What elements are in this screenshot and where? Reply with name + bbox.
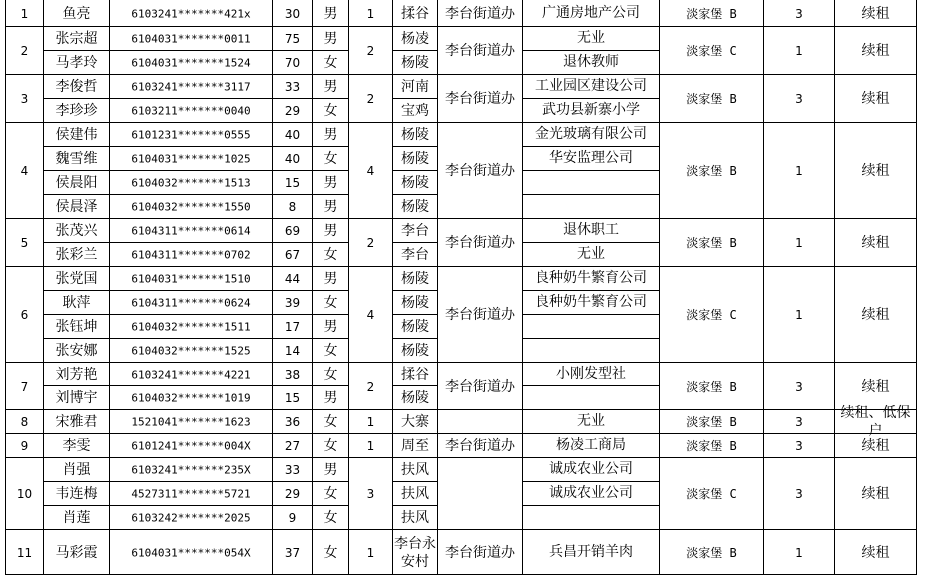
member-name: 李珍珍 <box>55 103 98 119</box>
member-origin: 杨陵 <box>401 199 429 215</box>
lease-status: 续租 <box>861 544 890 561</box>
table-grid-line <box>272 0 273 575</box>
table-grid-line <box>437 0 438 575</box>
household-number: 7 <box>20 379 29 394</box>
house-type: 3 <box>795 379 803 394</box>
member-name: 侯建伟 <box>55 127 98 143</box>
member-age: 8 <box>288 200 297 214</box>
table-grid-line <box>272 146 313 147</box>
table-grid-line <box>272 194 313 195</box>
table-grid-line <box>5 529 917 530</box>
member-workplace: 良种奶牛繁育公司 <box>535 270 647 286</box>
member-origin: 杨陵 <box>401 55 429 71</box>
table-grid-line <box>43 290 110 291</box>
household-number: 1 <box>20 6 29 21</box>
lease-status: 续租、低保 <box>840 405 911 421</box>
table-grid-line <box>392 314 438 315</box>
table-grid-line <box>109 194 273 195</box>
table-grid-line <box>5 409 917 410</box>
table-grid-line <box>43 314 110 315</box>
table-grid-line <box>392 194 438 195</box>
household-number: 3 <box>20 92 29 106</box>
member-id-number: 6104032*******1525 <box>131 344 251 358</box>
table-grid-line <box>272 50 313 51</box>
household-number: 10 <box>16 487 33 501</box>
table-grid-line <box>312 481 349 482</box>
table-grid-line <box>392 290 438 291</box>
member-sex: 男 <box>323 5 338 22</box>
member-sex: 男 <box>323 390 338 406</box>
member-sex: 男 <box>323 223 338 239</box>
member-age: 38 <box>284 367 301 382</box>
street-office: 李台街道办 <box>445 91 515 107</box>
member-origin: 扶风 <box>401 486 429 502</box>
member-workplace: 退休教师 <box>563 54 619 70</box>
member-name: 张党国 <box>55 271 98 287</box>
member-id-number: 6104031*******1510 <box>131 272 251 286</box>
member-name: 张茂兴 <box>55 223 98 239</box>
member-age: 39 <box>284 296 301 310</box>
member-age: 9 <box>288 511 297 525</box>
member-origin: 杨陵 <box>401 127 429 143</box>
member-sex: 男 <box>323 462 338 478</box>
member-sex: 男 <box>323 79 338 95</box>
member-name: 刘芳艳 <box>55 366 98 383</box>
table-grid-line <box>5 574 917 575</box>
table-grid-line <box>392 146 438 147</box>
house-type: 3 <box>795 487 803 501</box>
member-name: 肖强 <box>62 462 91 478</box>
street-office: 李台街道办 <box>445 438 515 454</box>
table-grid-line <box>272 385 313 386</box>
member-id-number: 6103241*******235X <box>131 463 251 477</box>
member-age: 67 <box>284 248 301 262</box>
table-grid-line <box>522 481 660 482</box>
street-office: 李台街道办 <box>445 307 515 323</box>
table-grid-line <box>522 146 660 147</box>
member-name: 马彩霞 <box>55 544 98 561</box>
table-grid-line <box>522 50 660 51</box>
member-age: 27 <box>284 439 301 453</box>
community-block: 淡家堡 B <box>686 379 737 394</box>
table-grid-line <box>272 314 313 315</box>
table-grid-line <box>522 0 523 575</box>
member-id-number: 6101241*******004X <box>131 439 251 453</box>
table-grid-line <box>522 194 660 195</box>
community-block: 淡家堡 B <box>686 92 737 106</box>
table-grid-line <box>522 505 660 506</box>
table-grid-line <box>392 98 438 99</box>
member-origin: 周至 <box>401 438 429 454</box>
lease-status: 续租 <box>861 235 890 251</box>
table-grid-line <box>312 170 349 171</box>
member-origin: 大寨 <box>401 414 429 430</box>
member-sex: 女 <box>323 247 338 263</box>
member-age: 29 <box>284 487 301 501</box>
member-age: 44 <box>284 272 301 286</box>
table-grid-line <box>392 338 438 339</box>
street-office: 李台街道办 <box>445 378 515 395</box>
table-grid-line <box>109 50 273 51</box>
member-id-number: 6103242*******2025 <box>131 511 251 525</box>
table-grid-line <box>916 0 917 575</box>
member-age: 15 <box>284 176 301 190</box>
member-workplace: 无业 <box>577 246 605 262</box>
household-size: 1 <box>366 6 375 21</box>
table-grid-line <box>312 0 313 575</box>
community-block: 淡家堡 B <box>686 236 737 250</box>
member-age: 36 <box>284 415 301 429</box>
household-number: 6 <box>20 308 29 322</box>
member-name: 李俊哲 <box>55 79 98 95</box>
household-size: 2 <box>366 236 375 250</box>
table-grid-line <box>522 338 660 339</box>
table-grid-line <box>5 218 917 219</box>
member-name: 魏雪维 <box>55 151 98 167</box>
member-sex: 女 <box>323 55 338 71</box>
table-grid-line <box>5 26 917 27</box>
table-grid-line <box>5 457 917 458</box>
house-type: 1 <box>795 308 803 322</box>
house-type: 3 <box>795 92 803 106</box>
member-sex: 男 <box>323 127 338 143</box>
community-block: 淡家堡 B <box>686 415 737 429</box>
table-grid-line <box>109 505 273 506</box>
member-sex: 女 <box>323 343 338 359</box>
member-workplace: 无业 <box>577 413 605 429</box>
table-grid-line <box>5 0 6 575</box>
household-size: 3 <box>366 487 375 501</box>
member-id-number: 6103241*******4221 <box>131 368 251 381</box>
member-sex: 女 <box>323 438 338 454</box>
street-office: 李台街道办 <box>445 163 515 179</box>
table-grid-line <box>109 0 110 575</box>
table-grid-line <box>43 505 110 506</box>
table-grid-line <box>109 290 273 291</box>
household-number: 11 <box>16 545 33 560</box>
member-id-number: 6103241*******3117 <box>131 80 251 94</box>
household-size: 2 <box>366 92 375 106</box>
table-grid-line <box>763 0 764 575</box>
member-age: 33 <box>284 80 301 94</box>
table-grid-line <box>43 0 44 575</box>
member-origin: 揉谷 <box>401 5 429 22</box>
household-number: 2 <box>20 44 29 58</box>
member-age: 70 <box>284 56 301 70</box>
lease-status: 续租 <box>861 378 890 395</box>
household-size: 2 <box>366 44 375 58</box>
member-name: 李雯 <box>62 438 91 454</box>
member-id-number: 1521041*******1623 <box>131 415 251 429</box>
member-age: 37 <box>284 545 301 560</box>
member-age: 17 <box>284 320 301 334</box>
table-grid-line <box>348 0 349 575</box>
member-id-number: 6104311*******0614 <box>131 224 251 238</box>
table-grid-line <box>312 290 349 291</box>
member-age: 40 <box>284 152 301 166</box>
member-sex: 女 <box>323 366 338 383</box>
member-id-number: 4527311*******5721 <box>131 487 251 501</box>
member-id-number: 6104311*******0702 <box>131 248 251 262</box>
table-grid-line <box>109 338 273 339</box>
member-id-number: 6104032*******1019 <box>131 391 251 405</box>
member-workplace: 杨凌工商局 <box>556 437 626 453</box>
member-name: 宋雅君 <box>55 414 98 430</box>
table-grid-line <box>522 290 660 291</box>
table-grid-line <box>5 122 917 123</box>
table-grid-line <box>272 481 313 482</box>
member-name: 马孝玲 <box>55 55 98 71</box>
table-grid-line <box>392 170 438 171</box>
member-workplace: 工业园区建设公司 <box>535 78 647 94</box>
table-grid-line <box>312 50 349 51</box>
member-sex: 男 <box>323 175 338 191</box>
member-origin: 杨陵 <box>401 319 429 335</box>
table-grid-line <box>43 481 110 482</box>
member-name: 鱼亮 <box>62 5 91 22</box>
street-office: 李台街道办 <box>445 235 515 251</box>
member-name: 张宗超 <box>55 31 98 47</box>
house-type: 1 <box>795 44 803 58</box>
community-block: 淡家堡 B <box>686 545 737 560</box>
community-block: 淡家堡 B <box>686 6 737 21</box>
table-grid-line <box>522 98 660 99</box>
member-sex: 女 <box>323 103 338 119</box>
member-sex: 女 <box>323 414 338 430</box>
table-grid-line <box>43 50 110 51</box>
member-origin: 安村 <box>401 553 429 570</box>
member-age: 33 <box>284 463 301 477</box>
household-size: 1 <box>366 545 375 560</box>
table-grid-line <box>272 98 313 99</box>
member-name: 肖莲 <box>62 510 91 526</box>
member-sex: 男 <box>323 271 338 287</box>
member-sex: 女 <box>323 295 338 311</box>
table-grid-line <box>5 433 917 434</box>
street-office: 李台街道办 <box>445 43 515 59</box>
table-grid-line <box>522 170 660 171</box>
table-grid-line <box>109 481 273 482</box>
member-id-number: 6104032*******1550 <box>131 200 251 214</box>
member-origin: 宝鸡 <box>401 103 429 119</box>
community-block: 淡家堡 C <box>686 44 737 58</box>
table-grid-line <box>109 242 273 243</box>
member-sex: 男 <box>323 31 338 47</box>
table-grid-line <box>272 170 313 171</box>
member-workplace: 退休职工 <box>563 222 619 238</box>
household-size: 4 <box>366 308 375 322</box>
member-workplace: 兵昌开销羊肉 <box>549 543 633 560</box>
member-id-number: 6103211*******0040 <box>131 104 251 118</box>
member-age: 29 <box>284 104 301 118</box>
member-workplace: 武功县新寨小学 <box>542 102 640 118</box>
member-sex: 女 <box>323 544 338 561</box>
table-grid-line <box>43 194 110 195</box>
table-grid-line <box>109 98 273 99</box>
member-name: 张彩兰 <box>55 247 98 263</box>
table-grid-line <box>522 242 660 243</box>
lease-status: 续租 <box>861 91 890 107</box>
table-grid-line <box>312 194 349 195</box>
member-origin: 杨陵 <box>401 390 429 406</box>
member-name: 张钰坤 <box>55 319 98 335</box>
member-origin: 杨陵 <box>401 295 429 311</box>
table-grid-line <box>392 50 438 51</box>
table-grid-line <box>312 242 349 243</box>
table-grid-line <box>5 266 917 267</box>
member-age: 40 <box>284 128 301 142</box>
lease-status: 户 <box>868 423 883 439</box>
household-number: 8 <box>20 415 29 429</box>
member-workplace: 金光玻璃有限公司 <box>535 126 647 142</box>
table-grid-line <box>392 481 438 482</box>
table-grid-line <box>109 314 273 315</box>
household-size: 1 <box>366 415 375 429</box>
house-type: 3 <box>795 439 803 453</box>
member-name: 张安娜 <box>55 343 98 359</box>
member-sex: 男 <box>323 319 338 335</box>
member-id-number: 6104031*******0011 <box>131 32 251 46</box>
member-workplace: 良种奶牛繁育公司 <box>535 294 647 310</box>
member-origin: 杨陵 <box>401 343 429 359</box>
member-id-number: 6104031*******054X <box>131 546 251 559</box>
lease-status: 续租 <box>861 438 890 454</box>
table-grid-line <box>312 314 349 315</box>
street-office: 李台街道办 <box>445 544 515 561</box>
member-sex: 女 <box>323 486 338 502</box>
table-grid-line <box>834 0 835 575</box>
member-age: 75 <box>284 32 301 46</box>
member-origin: 扶风 <box>401 510 429 526</box>
table-grid-line <box>43 98 110 99</box>
household-number: 9 <box>20 439 29 453</box>
table-grid-line <box>272 338 313 339</box>
member-workplace: 小刚发型社 <box>556 365 626 382</box>
table-grid-line <box>392 242 438 243</box>
member-origin: 李台 <box>401 223 429 239</box>
table-grid-line <box>43 385 110 386</box>
table-grid-line <box>312 505 349 506</box>
member-workplace: 诚成农业公司 <box>549 461 633 477</box>
table-grid-line <box>109 170 273 171</box>
lease-status: 续租 <box>861 5 890 22</box>
table-grid-line <box>5 74 917 75</box>
lease-status: 续租 <box>861 307 890 323</box>
house-type: 1 <box>795 236 803 250</box>
member-origin: 扶风 <box>401 462 429 478</box>
member-id-number: 6104311*******0624 <box>131 296 251 310</box>
table-grid-line <box>109 385 273 386</box>
table-grid-line <box>312 98 349 99</box>
member-workplace: 广通房地产公司 <box>542 4 640 21</box>
lease-status: 续租 <box>861 43 890 59</box>
member-id-number: 6104031*******1025 <box>131 152 251 166</box>
member-age: 69 <box>284 224 301 238</box>
community-block: 淡家堡 B <box>686 164 737 178</box>
member-sex: 男 <box>323 199 338 215</box>
table-grid-line <box>392 0 393 575</box>
house-type: 3 <box>795 415 803 429</box>
table-grid-line <box>392 385 438 386</box>
member-name: 耿萍 <box>62 295 91 311</box>
table-grid-line <box>272 505 313 506</box>
table-grid-line <box>312 146 349 147</box>
street-office: 李台街道办 <box>445 5 515 22</box>
house-type: 1 <box>795 164 803 178</box>
household-size: 4 <box>366 164 375 178</box>
member-origin: 杨陵 <box>401 271 429 287</box>
member-name: 侯晨泽 <box>55 199 98 215</box>
table-grid-line <box>312 338 349 339</box>
member-origin: 李台 <box>401 247 429 263</box>
member-name: 刘博宇 <box>55 390 98 406</box>
table-grid-line <box>312 385 349 386</box>
table-grid-line <box>43 338 110 339</box>
household-size: 2 <box>366 379 375 394</box>
community-block: 淡家堡 B <box>686 439 737 453</box>
lease-status: 续租 <box>861 486 890 502</box>
table-grid-line <box>43 170 110 171</box>
member-age: 30 <box>284 6 301 21</box>
member-id-number: 6104032*******1513 <box>131 176 251 190</box>
table-grid-line <box>392 505 438 506</box>
lease-status: 续租 <box>861 163 890 179</box>
member-sex: 女 <box>323 510 338 526</box>
table-grid-line <box>272 290 313 291</box>
community-block: 淡家堡 C <box>686 308 737 322</box>
member-name: 侯晨阳 <box>55 175 98 191</box>
table-grid-line <box>43 242 110 243</box>
house-type: 1 <box>795 545 803 560</box>
member-id-number: 6104031*******1524 <box>131 56 251 70</box>
member-age: 15 <box>284 391 301 405</box>
member-origin: 河南 <box>401 79 429 95</box>
table-grid-line <box>43 146 110 147</box>
member-origin: 揉谷 <box>401 366 429 383</box>
community-block: 淡家堡 C <box>686 487 737 501</box>
member-age: 14 <box>284 344 301 358</box>
member-name: 韦连梅 <box>55 486 98 502</box>
household-size: 1 <box>366 439 375 453</box>
member-workplace: 诚成农业公司 <box>549 485 633 501</box>
member-origin: 杨凌 <box>401 31 429 47</box>
member-id-number: 6104032*******1511 <box>131 320 251 334</box>
household-number: 4 <box>20 164 29 178</box>
member-id-number: 6101231*******0555 <box>131 128 251 142</box>
table-grid-line <box>659 0 660 575</box>
table-grid-line <box>272 242 313 243</box>
member-workplace: 无业 <box>577 30 605 46</box>
member-origin: 李台永 <box>394 535 436 552</box>
household-number: 5 <box>20 236 29 250</box>
member-id-number: 6103241*******421x <box>131 7 251 20</box>
member-workplace: 华安监理公司 <box>549 150 633 166</box>
member-sex: 女 <box>323 151 338 167</box>
table-grid-line <box>109 146 273 147</box>
house-type: 3 <box>795 6 803 21</box>
table-grid-line <box>522 385 660 386</box>
member-origin: 杨陵 <box>401 175 429 191</box>
table-grid-line <box>522 314 660 315</box>
member-origin: 杨陵 <box>401 151 429 167</box>
table-grid-line <box>5 362 917 363</box>
